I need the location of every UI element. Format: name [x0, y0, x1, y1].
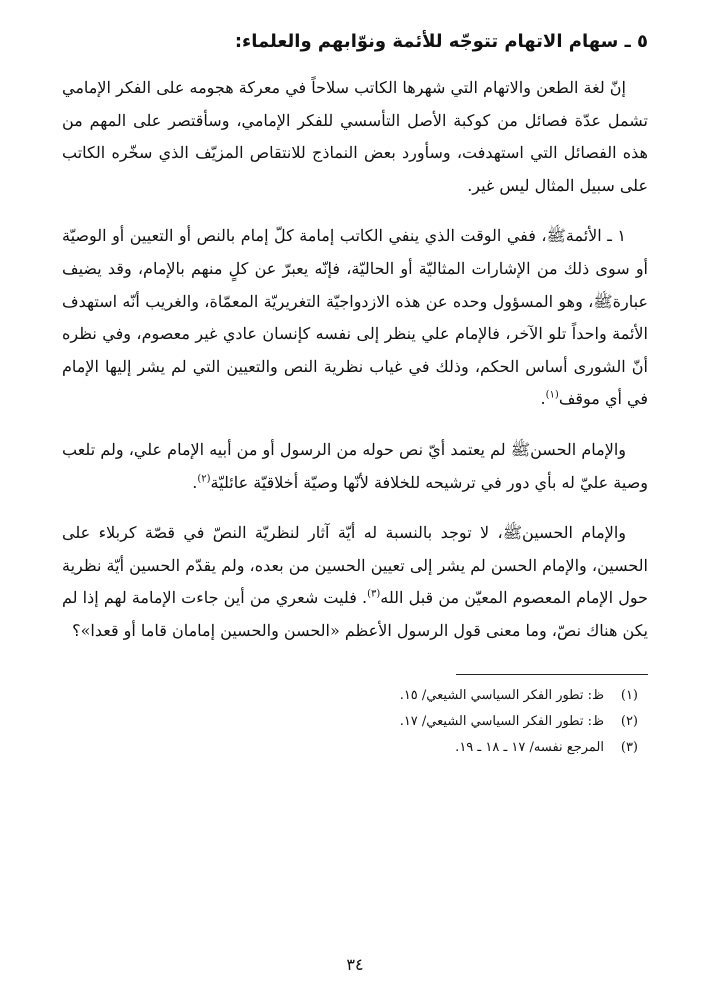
paragraph-text: ١ ـ الأئمةﷺ، ففي الوقت الذي ينفي الكاتب إمامة كلّ إمام بالنص أو التعيين أو الوصيّة أو سوى ذلك من الإشارات المثاليّة أو الحاليّة، فإنّه يعبرّ عن كلٍ منهم بالإمام، وقد يضيف عبارةﷺ، وهو المسؤول وحده عن هذه الازدواجيّة التغريريّة المعمّاة، والغريب أنّه استهدف الأئمة واحداً تلو الآخر، فالإمام علي ينظر إلى نفسه كإنسان عادي غير معصوم، وفي نظره أنّ الشورى أساس الحكم، وذلك في غياب نظرية النص والتعيين التي لم يشر إليها الإمام في أي موقف [62, 226, 648, 409]
footnote-text: ظ: تطور الفكر السياسي الشيعي/ ١٥. [399, 687, 604, 703]
page-body [62, 24, 648, 761]
page-number: ٣٤ [346, 955, 364, 974]
footnote-item [62, 735, 648, 761]
paragraph-imams [62, 220, 648, 416]
footnote-text: المرجع نفسه/ ١٧ ـ ١٨ ـ ١٩. [455, 739, 604, 755]
paragraph-tail: . [192, 472, 198, 492]
paragraph-text: والإمام الحسينﷺ، لا توجد بالنسبة له أيّة آثار لنظريّة النصّ في قصّة كربلاء على الحسين، والإمام الحسن لم يشر إلى تعيين الحسين من بعده، ولم يقدّم الحسين أيّة نظرية حول الإمام المعصوم المعيّن من قبل الله [62, 523, 648, 608]
footnote-item [62, 709, 648, 735]
footnote-separator [456, 674, 648, 675]
footnote-ref-1[interactable]: (١) [545, 390, 559, 402]
footnote-ref-3[interactable]: (٣) [367, 588, 381, 600]
footnotes [62, 683, 648, 761]
paragraph-husayn [62, 517, 648, 647]
footnote-number: (١) [620, 687, 638, 703]
footnote-item [62, 683, 648, 709]
section-heading: ٥ ـ سهام الاتهام تتوجّه للأئمة ونوّابهم والعلماء: [234, 31, 648, 52]
paragraph-hasan [62, 434, 648, 499]
footnote-number: (٣) [620, 739, 638, 755]
paragraph-intro [62, 72, 648, 202]
paragraph-tail: . [540, 389, 546, 409]
footnote-ref-2[interactable]: (٢) [197, 473, 211, 485]
paragraph-text: والإمام الحسنﷺ لم يعتمد أيّ نص حوله من الرسول أو من أبيه الإمام علي، ولم تلعب وصية عليّ له بأي دور في ترشيحه للخلافة لأنّها وصيّة أخلاقيّة عائليّة [62, 439, 648, 492]
paragraph-text: إنّ لغة الطعن والاتهام التي شهرها الكاتب سلاحاً في معركة هجومه على الفكر الإمامي تشمل عدّة فصائل من كوكبة الأصل التأسسي للفكر الإمامي، وسأقتصر على المهم من هذه الفصائل التي استهدفت، وسأورد بعض النماذج للانتقاص المزيّف الذي سخّره الكاتب على سبيل المثال ليس غير. [62, 78, 648, 195]
paragraph-tail: . فليت شعري من أين جاءت الإمامة لهم إذا لم يكن هناك نصّ، وما معنى قول الرسول الأعظم «الحسن والحسين إمامان قاما أو قعدا»؟ [62, 588, 648, 640]
footnote-number: (٢) [620, 713, 638, 729]
footnote-text: ظ: تطور الفكر السياسي الشيعي/ ١٧. [399, 713, 604, 729]
